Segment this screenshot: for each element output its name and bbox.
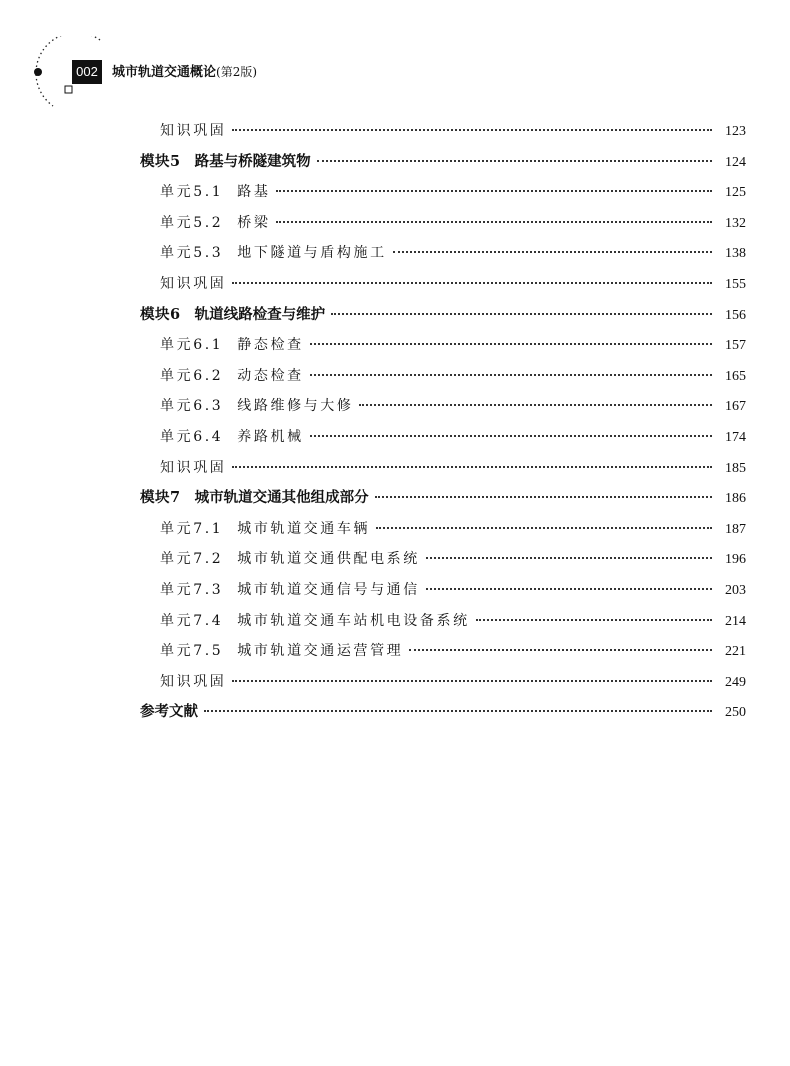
- toc-entry-label: [160, 606, 470, 637]
- dot-leader: [409, 649, 712, 651]
- toc-entry-page: 249: [725, 674, 746, 690]
- toc-entry-unit[interactable]: [140, 606, 746, 637]
- toc-entry-label: [160, 269, 226, 300]
- toc-entry-label: [160, 636, 403, 667]
- toc-entry-review[interactable]: [140, 667, 746, 698]
- toc-entry-review[interactable]: [140, 116, 746, 147]
- toc-entry-label: [140, 697, 198, 728]
- toc-entry-label: [160, 177, 270, 208]
- dot-leader: [204, 710, 712, 712]
- toc-entry-number: 单元7.2: [160, 551, 224, 568]
- dot-leader: [426, 588, 712, 590]
- toc-entry-title: 城市轨道交通车辆: [237, 520, 371, 537]
- toc-entry-number: 单元6.2: [160, 367, 224, 384]
- toc-entry-title: 线路维修与大修: [237, 398, 354, 415]
- toc-entry-label: [160, 422, 304, 453]
- toc-entry-title: 知识巩固: [160, 459, 227, 476]
- dot-leader: [276, 190, 712, 192]
- toc-entry-page: 155: [725, 276, 746, 292]
- toc-entry-page: 250: [725, 705, 746, 721]
- toc-entry-label: [140, 147, 311, 178]
- toc-entry-label: [160, 514, 370, 545]
- toc-entry-title: 养路机械: [237, 428, 304, 445]
- page-number: 002: [72, 60, 102, 84]
- toc-entry-number: 单元6.3: [160, 398, 224, 415]
- toc-entry-label: [160, 544, 420, 575]
- toc-entry-module[interactable]: [140, 300, 746, 331]
- toc-entry-title: 城市轨道交通信号与通信: [237, 581, 420, 598]
- dot-leader: [393, 251, 712, 253]
- toc-entry-review[interactable]: [140, 453, 746, 484]
- toc-entry-module[interactable]: [140, 147, 746, 178]
- toc-entry-module[interactable]: [140, 483, 746, 514]
- toc-entry-label: [160, 453, 226, 484]
- toc-entry-label: [140, 300, 325, 331]
- toc-entry-number: 单元7.4: [160, 612, 224, 629]
- toc-entry-title: 路基: [237, 184, 271, 201]
- dot-leader: [331, 313, 712, 315]
- dot-leader: [426, 557, 712, 559]
- toc-entry-page: 125: [725, 185, 746, 201]
- dot-leader: [232, 282, 712, 284]
- toc-entry-unit[interactable]: [140, 636, 746, 667]
- toc-entry-number: 单元6.4: [160, 428, 224, 445]
- toc-entry-page: 156: [725, 307, 746, 323]
- book-edition: (第2版): [216, 65, 258, 79]
- dot-leader: [310, 343, 712, 345]
- toc-entry-title: 静态检查: [237, 337, 304, 354]
- toc-entry-unit[interactable]: [140, 238, 746, 269]
- toc-entry-title: 桥梁: [237, 214, 271, 231]
- toc-entry-page: 165: [725, 368, 746, 384]
- toc-entry-number: 模块7: [140, 489, 181, 507]
- toc-entry-label: [160, 208, 270, 239]
- toc-entry-page: 196: [725, 552, 746, 568]
- toc-entry-label: [160, 575, 420, 606]
- toc-entry-number: 单元7.5: [160, 643, 224, 660]
- toc-entry-title: 知识巩固: [160, 123, 227, 139]
- toc-entry-number: 模块5: [140, 152, 181, 170]
- toc-entry-label: [160, 238, 387, 269]
- dot-leader: [375, 496, 712, 498]
- dot-leader: [310, 435, 712, 437]
- toc-entry-unit[interactable]: [140, 361, 746, 392]
- toc-entry-title: 路基与桥隧建筑物: [194, 152, 311, 170]
- dot-leader: [376, 527, 712, 529]
- toc-entry-page: 221: [725, 644, 746, 660]
- toc-entry-label: [140, 483, 369, 514]
- book-title-text: 城市轨道交通概论: [112, 65, 217, 80]
- toc-entry-label: [160, 330, 304, 361]
- toc-entry-title: 城市轨道交通供配电系统: [237, 551, 420, 568]
- toc-entry-unit[interactable]: [140, 514, 746, 545]
- toc-entry-page: 186: [725, 491, 746, 507]
- toc-entry-page: 203: [725, 582, 746, 598]
- toc-entry-page: 157: [725, 338, 746, 354]
- toc-entry-unit[interactable]: [140, 422, 746, 453]
- toc-entry-title: 参考文献: [140, 703, 198, 721]
- toc-entry-number: 模块6: [140, 305, 181, 323]
- dot-leader: [476, 619, 712, 621]
- dot-leader: [232, 680, 712, 682]
- table-of-contents: [140, 116, 746, 728]
- book-title: [112, 62, 257, 83]
- toc-entry-title: 城市轨道交通车站机电设备系统: [237, 612, 470, 629]
- toc-entry-module[interactable]: [140, 697, 746, 728]
- toc-entry-page: 187: [725, 521, 746, 537]
- toc-entry-unit[interactable]: [140, 575, 746, 606]
- toc-entry-number: 单元5.2: [160, 214, 224, 231]
- toc-entry-title: 地下隧道与盾构施工: [237, 245, 387, 262]
- toc-entry-review[interactable]: [140, 269, 746, 300]
- toc-entry-number: 单元5.1: [160, 184, 224, 201]
- toc-entry-page: 174: [725, 429, 746, 445]
- dot-leader: [317, 160, 712, 162]
- toc-entry-title: 城市轨道交通其他组成部分: [194, 489, 369, 507]
- toc-entry-number: 单元7.3: [160, 581, 224, 598]
- dot-leader: [232, 129, 712, 131]
- toc-entry-unit[interactable]: [140, 391, 746, 422]
- toc-entry-title: 轨道线路检查与维护: [194, 305, 326, 323]
- toc-entry-label: [160, 391, 353, 422]
- toc-entry-number: 单元5.3: [160, 245, 224, 262]
- toc-entry-page: 214: [725, 613, 746, 629]
- toc-entry-page: 167: [725, 399, 746, 415]
- dot-leader: [359, 404, 712, 406]
- toc-entry-title: 知识巩固: [160, 673, 227, 690]
- toc-entry-title: 城市轨道交通运营管理: [237, 643, 404, 660]
- dot-leader: [310, 374, 712, 376]
- toc-entry-page: 185: [725, 460, 746, 476]
- toc-entry-unit[interactable]: [140, 544, 746, 575]
- toc-entry-label: [160, 361, 304, 392]
- toc-entry-label: [160, 116, 226, 147]
- toc-entry-number: 单元7.1: [160, 520, 224, 537]
- toc-entry-unit[interactable]: [140, 330, 746, 361]
- dot-leader: [232, 466, 712, 468]
- toc-entry-unit[interactable]: [140, 177, 746, 208]
- toc-entry-number: 单元6.1: [160, 337, 224, 354]
- toc-entry-page: 138: [725, 246, 746, 262]
- toc-entry-label: [160, 667, 226, 698]
- toc-entry-page: 123: [725, 124, 746, 139]
- dot-leader: [276, 221, 712, 223]
- toc-entry-unit[interactable]: [140, 208, 746, 239]
- toc-entry-title: 动态检查: [237, 367, 304, 384]
- toc-entry-page: 132: [725, 215, 746, 231]
- toc-entry-page: 124: [725, 154, 746, 170]
- toc-entry-title: 知识巩固: [160, 275, 227, 292]
